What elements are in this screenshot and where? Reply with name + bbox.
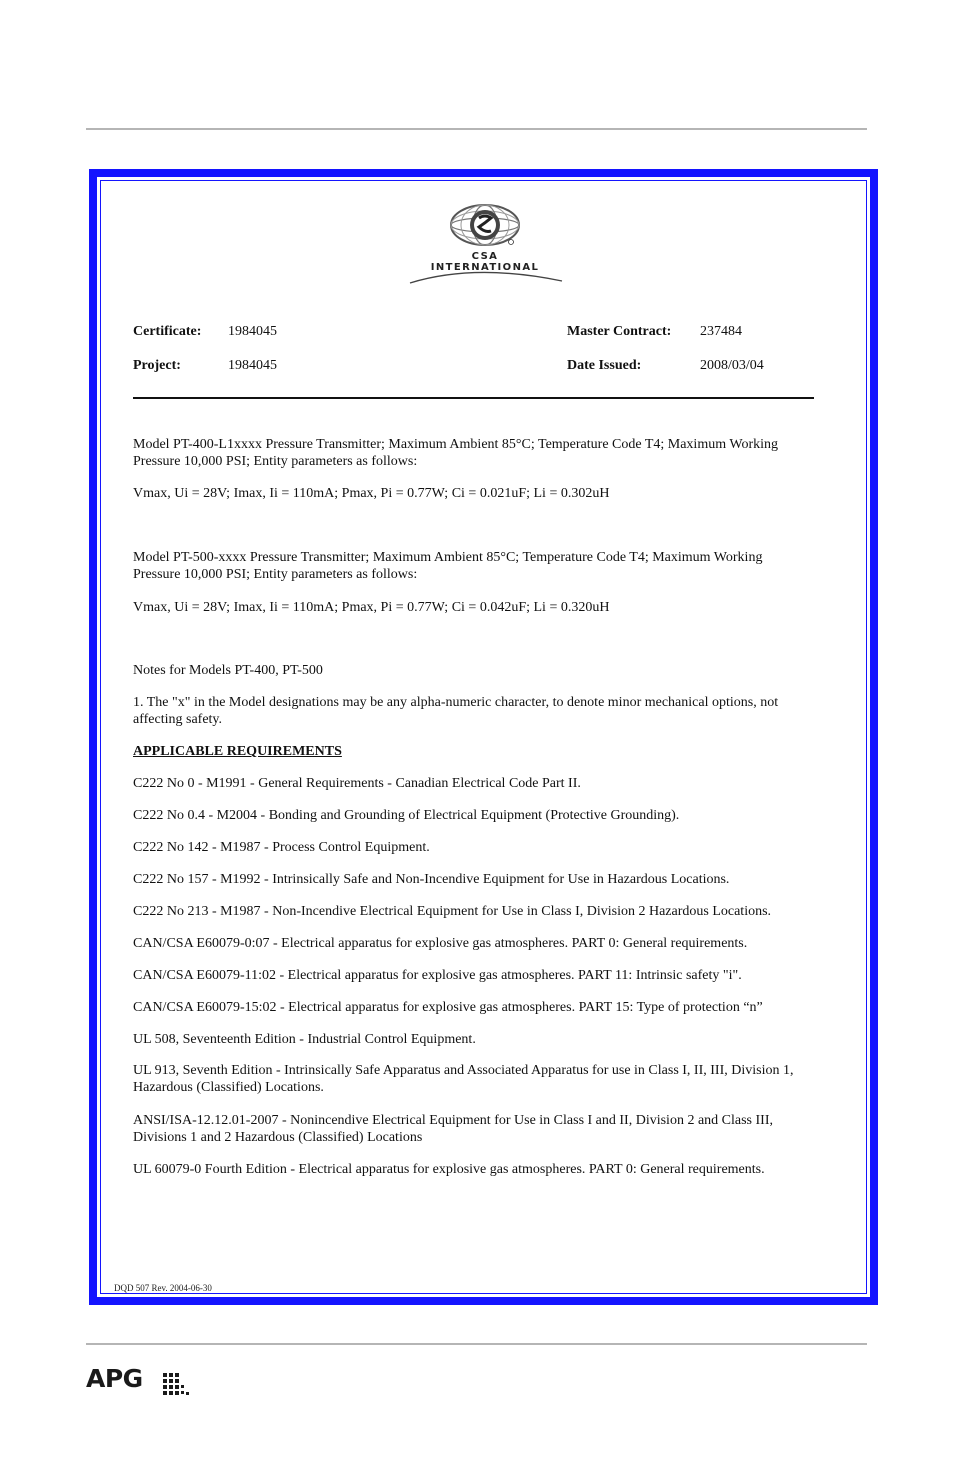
- requirement-item: CAN/CSA E60079-11:02 - Electrical apparatus for explosive gas atmospheres. PART 11: Intrinsic safety "i".: [133, 968, 742, 983]
- notes-title: Notes for Models PT-400, PT-500: [133, 663, 323, 678]
- date-issued-value: 2008/03/04: [700, 358, 764, 373]
- certificate-value: 1984045: [228, 324, 277, 339]
- top-divider: [86, 128, 867, 130]
- header-divider: [133, 397, 814, 399]
- requirement-item: C222 No 157 - M1992 - Intrinsically Safe and Non-Incendive Equipment for Use in Hazardous Locations.: [133, 872, 730, 887]
- requirement-item: UL 60079-0 Fourth Edition - Electrical apparatus for explosive gas atmospheres. PART 0: General requirements.: [133, 1162, 765, 1177]
- date-issued-label: Date Issued:: [567, 358, 642, 373]
- form-code: DQD 507 Rev. 2004-06-30: [114, 1283, 212, 1293]
- requirement-item: ANSI/ISA-12.12.01-2007 - Nonincendive Electrical Equipment for Use in Class I and II, Division 2 and Class III, Divisions 1 and 2 Hazardous (Classified) Locations: [133, 1113, 773, 1145]
- master-contract-value: 237484: [700, 324, 742, 339]
- csa-globe-logo-icon: [405, 203, 565, 287]
- certificate-page: [97, 177, 870, 1297]
- requirement-item: C222 No 142 - M1987 - Process Control Equipment.: [133, 840, 430, 855]
- pt400-description: Model PT-400-L1xxxx Pressure Transmitter; Maximum Ambient 85°C; Temperature Code T4; Maximum Working Pressure 10,000 PSI; Entity parameters as follows:: [133, 437, 778, 469]
- bottom-divider: [86, 1343, 867, 1345]
- pt500-parameters: Vmax, Ui = 28V; Imax, Ii = 110mA; Pmax, Pi = 0.77W; Ci = 0.042uF; Li = 0.320uH: [133, 600, 610, 615]
- certificate-label: Certificate:: [133, 324, 202, 339]
- apg-logo-icon: [86, 1368, 196, 1398]
- requirement-item: CAN/CSA E60079-15:02 - Electrical apparatus for explosive gas atmospheres. PART 15: Type of protection “n”: [133, 1000, 763, 1015]
- pt500-description: Model PT-500-xxxx Pressure Transmitter; Maximum Ambient 85°C; Temperature Code T4; Maximum Working Pressure 10,000 PSI; Entity parameters as follows:: [133, 550, 763, 582]
- note-1: 1. The "x" in the Model designations may be any alpha-numeric character, to denote minor mechanical options, not affecting safety.: [133, 695, 779, 727]
- pt400-parameters: Vmax, Ui = 28V; Imax, Ii = 110mA; Pmax, Pi = 0.77W; Ci = 0.021uF; Li = 0.302uH: [133, 486, 610, 501]
- requirement-item: C222 No 0 - M1991 - General Requirements - Canadian Electrical Code Part II.: [133, 776, 581, 791]
- apg-logo-text: APG: [86, 1364, 143, 1393]
- project-value: 1984045: [228, 358, 277, 373]
- requirements-heading: APPLICABLE REQUIREMENTS: [133, 744, 342, 759]
- requirement-item: UL 508, Seventeenth Edition - Industrial Control Equipment.: [133, 1032, 476, 1047]
- requirement-item: C222 No 0.4 - M2004 - Bonding and Grounding of Electrical Equipment (Protective Grounding).: [133, 808, 680, 823]
- certificate-frame: [89, 169, 878, 1305]
- requirement-item: C222 No 213 - M1987 - Non-Incendive Electrical Equipment for Use in Class I, Division 2 Hazardous Locations.: [133, 904, 772, 919]
- project-label: Project:: [133, 358, 181, 373]
- csa-brand-name: CSA INTERNATIONAL: [430, 251, 540, 273]
- requirement-item: UL 913, Seventh Edition - Intrinsically Safe Apparatus and Associated Apparatus for use in Class I, II, III, Division 1, Hazardous (Classified) Locations.: [133, 1063, 794, 1095]
- master-contract-label: Master Contract:: [567, 324, 672, 339]
- requirement-item: CAN/CSA E60079-0:07 - Electrical apparatus for explosive gas atmospheres. PART 0: General requirements.: [133, 936, 748, 951]
